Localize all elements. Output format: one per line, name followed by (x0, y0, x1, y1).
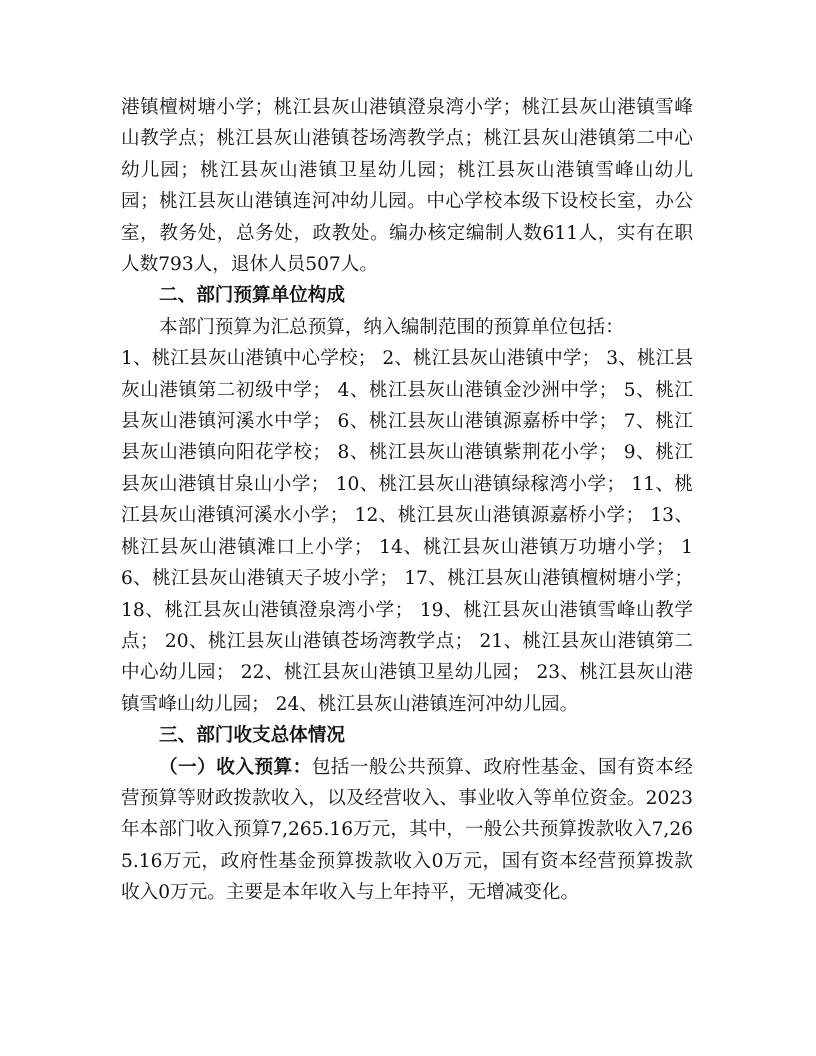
document-body (121, 92, 693, 909)
income-budget-label: （一）收入预算： (159, 756, 312, 778)
section-3-heading: 三、部门收支总体情况 (159, 725, 345, 747)
section-2-lead-paragraph: 本部门预算为汇总预算，纳入编制范围的预算单位包括： (159, 316, 624, 338)
income-budget-paragraph (121, 752, 693, 909)
intro-continuation-paragraph: 港镇檀树塘小学；桃江县灰山港镇澄泉湾小学；桃江县灰山港镇雪峰山教学点；桃江县灰山港镇苍场湾教学点；桃江县灰山港镇第二中心幼儿园；桃江县灰山港镇卫星幼儿园；桃江县灰山港镇雪峰山幼儿园；桃江县灰山港镇连河冲幼儿园。中心学校本级下设校长室，办公室，教务处，总务处，政教处。编办核定编制人数611人，实有在职人数793人，退休人员507人。 (121, 97, 693, 276)
income-budget-text: 包括一般公共预算、政府性基金、国有资本经营预算等财政拨款收入，以及经营收入、事业收入等单位资金。2023年本部门收入预算7,265.16万元，其中，一般公共预算拨款收入7,265.16万元，政府性基金预算拨款收入0万元，国有资本经营预算拨款收入0万元。主要是本年收入与上年持平，无增减变化。 (121, 756, 693, 904)
section-2-heading: 二、部门预算单位构成 (159, 285, 345, 307)
section-2-units-paragraph: 1、桃江县灰山港镇中心学校； 2、桃江县灰山港镇中学； 3、桃江县灰山港镇第二初级中学； 4、桃江县灰山港镇金沙洲中学； 5、桃江县灰山港镇河溪水中学； 6、桃江县灰山港镇源嘉桥中学； 7、桃江县灰山港镇向阳花学校； 8、桃江县灰山港镇紫荆花小学； 9、桃江县灰山港镇甘泉山小学； 10、桃江县灰山港镇绿稼湾小学； 11、桃江县灰山港镇河溪水小学； 12、桃江县灰山港镇源嘉桥小学； 13、桃江县灰山港镇滩口上小学； 14、桃江县灰山港镇万功塘小学； 16、桃江县灰山港镇天子坡小学； 17、桃江县灰山港镇檀树塘小学； 18、桃江县灰山港镇澄泉湾小学； 19、桃江县灰山港镇雪峰山教学点； 20、桃江县灰山港镇苍场湾教学点； 21、桃江县灰山港镇第二中心幼儿园； 22、桃江县灰山港镇卫星幼儿园； 23、桃江县灰山港镇雪峰山幼儿园； 24、桃江县灰山港镇连河冲幼儿园。 (121, 348, 693, 715)
